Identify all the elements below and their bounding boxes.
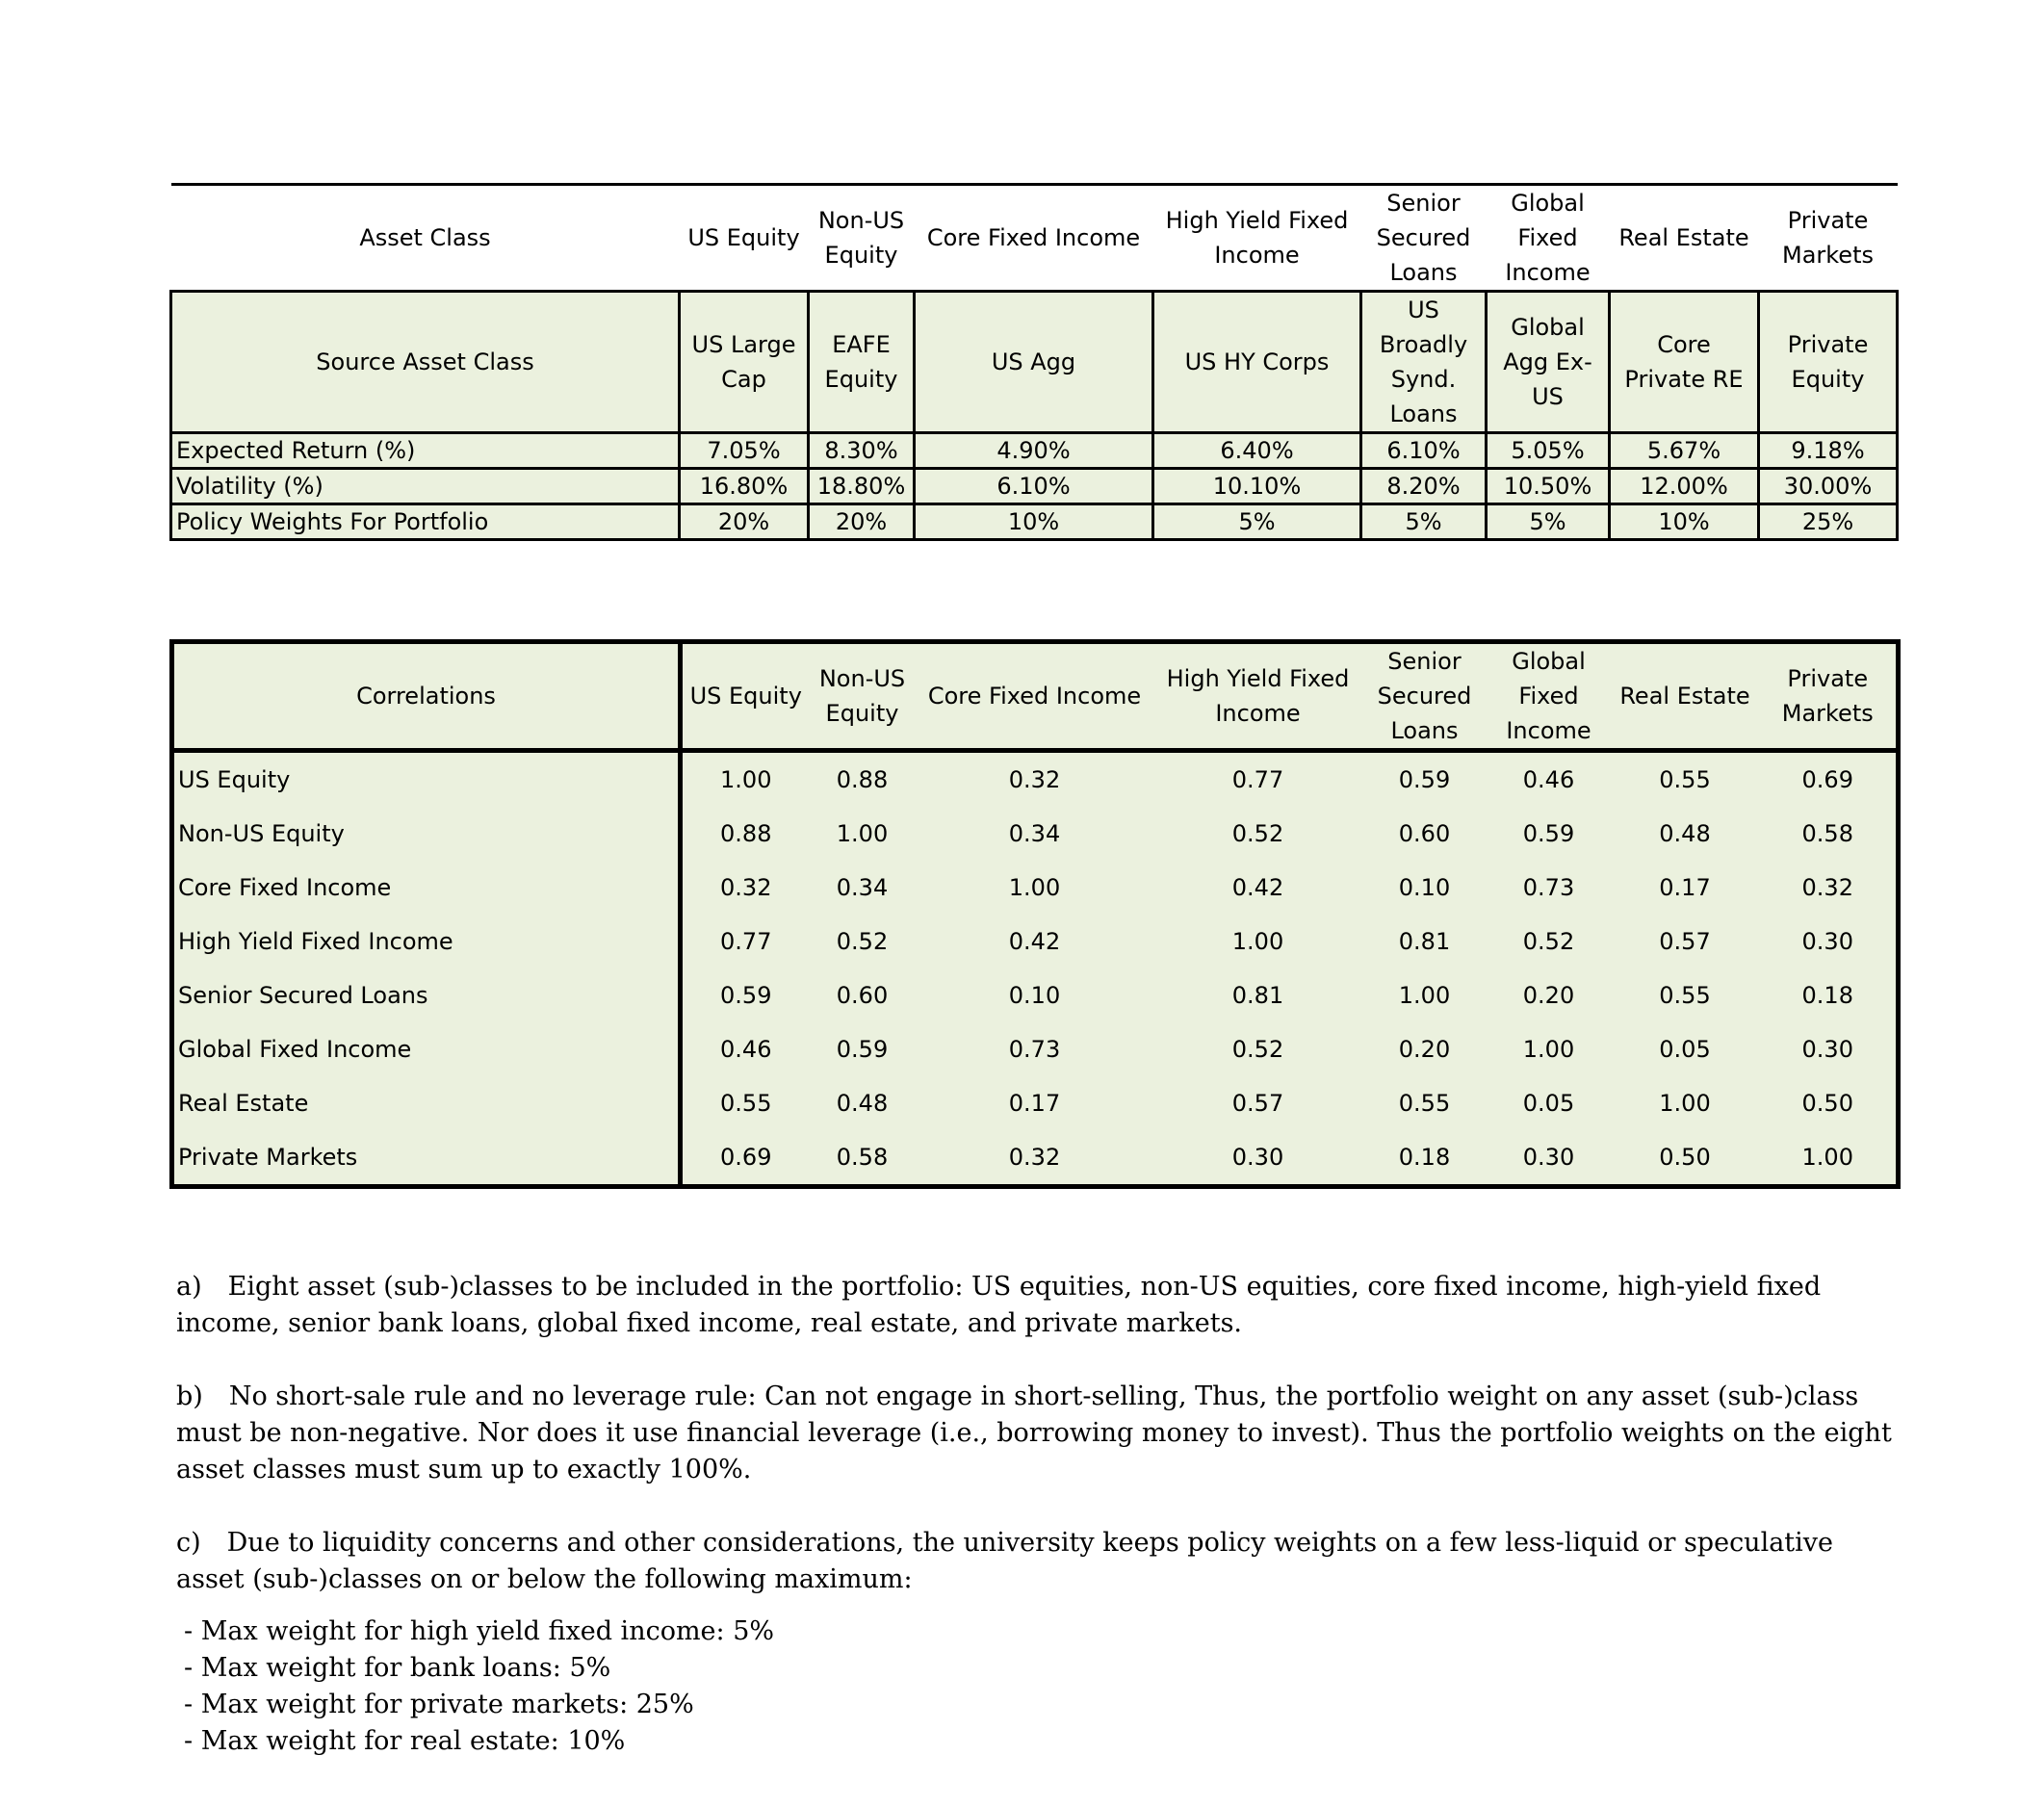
table-cell: 0.57 (1611, 915, 1760, 968)
table-cell: 0.20 (1488, 968, 1611, 1022)
header-cell: Core Fixed Income (916, 642, 1154, 751)
table-cell: EAFE Equity (809, 292, 915, 433)
table-cell: 0.88 (810, 751, 916, 808)
table-cell: 0.30 (1760, 915, 1899, 968)
table-cell: 0.60 (1362, 807, 1488, 861)
header-cell: Real Estate (1611, 642, 1760, 751)
header-cell: High Yield Fixed Income (1154, 642, 1362, 751)
table-cell: 1.00 (1488, 1022, 1611, 1076)
list-item: - Max weight for bank loans: 5% (184, 1653, 611, 1683)
policy-weights-row (171, 504, 1898, 540)
table-cell: 0.34 (916, 807, 1154, 861)
row-label: Global Fixed Income (172, 1022, 681, 1076)
correlation-header-row (172, 642, 1899, 751)
row-label: Policy Weights For Portfolio (171, 504, 680, 540)
table-cell: 7.05% (680, 433, 809, 469)
note-a: a) Eight asset (sub-)classes to be included in the portfolio: US equities, non-US equities, core fixed income, high-yield fixed income, senior bank loans, global fixed income, real estate, and private markets. (176, 1272, 1822, 1338)
table-cell: 4.90% (915, 433, 1153, 469)
table-cell: Source Asset Class (171, 292, 680, 433)
table-cell: 9.18% (1759, 433, 1898, 469)
table-cell: 0.52 (1488, 915, 1611, 968)
table-row (172, 861, 1899, 915)
table-cell: 0.50 (1611, 1130, 1760, 1187)
table-row (172, 1076, 1899, 1130)
table-cell: 1.00 (810, 807, 916, 861)
table-cell: 6.10% (915, 469, 1153, 504)
row-label: Volatility (%) (171, 469, 680, 504)
table-cell: 12.00% (1610, 469, 1759, 504)
row-label: Core Fixed Income (172, 861, 681, 915)
row-label: Non-US Equity (172, 807, 681, 861)
header-cell: Non-US Equity (809, 185, 915, 292)
table-cell: 0.42 (1154, 861, 1362, 915)
table-cell: 0.17 (916, 1076, 1154, 1130)
correlation-table (169, 639, 1901, 1189)
table-cell: 1.00 (1760, 1130, 1899, 1187)
table-cell: 0.55 (1611, 968, 1760, 1022)
header-cell: Global Fixed Income (1487, 185, 1610, 292)
list-item: - Max weight for private markets: 25% (184, 1690, 694, 1719)
table-cell: 0.32 (916, 751, 1154, 808)
table-row (172, 1022, 1899, 1076)
table-cell: 1.00 (1611, 1076, 1760, 1130)
table-cell: 20% (680, 504, 809, 540)
table-cell: 0.57 (1154, 1076, 1362, 1130)
table-cell: 0.32 (916, 1130, 1154, 1187)
table-row (172, 807, 1899, 861)
volatility-row (171, 469, 1898, 504)
table-cell: 1.00 (1154, 915, 1362, 968)
max-weight-list (176, 1613, 1900, 1760)
table-cell: 0.10 (916, 968, 1154, 1022)
table-cell: 0.77 (681, 915, 810, 968)
table-cell: 0.46 (1488, 751, 1611, 808)
table-cell: 8.30% (809, 433, 915, 469)
table-row (172, 751, 1899, 808)
table-cell: 0.52 (1154, 807, 1362, 861)
table-cell: 8.20% (1361, 469, 1487, 504)
table-cell: 0.81 (1154, 968, 1362, 1022)
header-cell: US Equity (680, 185, 809, 292)
header-cell: Real Estate (1610, 185, 1759, 292)
table-cell: 0.69 (1760, 751, 1899, 808)
table-cell: 1.00 (916, 861, 1154, 915)
row-label: US Equity (172, 751, 681, 808)
table-cell: Private Equity (1759, 292, 1898, 433)
row-label: Private Markets (172, 1130, 681, 1187)
table-cell: 0.73 (916, 1022, 1154, 1076)
list-item: - Max weight for real estate: 10% (184, 1726, 626, 1756)
table-cell: 0.30 (1760, 1022, 1899, 1076)
header-cell: Correlations (172, 642, 681, 751)
table-cell: 0.18 (1760, 968, 1899, 1022)
table-cell: 0.20 (1362, 1022, 1488, 1076)
table-cell: 1.00 (1362, 968, 1488, 1022)
expected-return-row (171, 433, 1898, 469)
list-item: - Max weight for high yield fixed income: 5% (184, 1616, 775, 1646)
table-cell: Global Agg Ex-US (1487, 292, 1610, 433)
table-cell: 0.50 (1760, 1076, 1899, 1130)
table-cell: 0.10 (1362, 861, 1488, 915)
table-cell: 0.05 (1611, 1022, 1760, 1076)
table-cell: 0.05 (1488, 1076, 1611, 1130)
table-cell: 0.32 (681, 861, 810, 915)
table-cell: 6.40% (1153, 433, 1361, 469)
table-cell: 0.58 (810, 1130, 916, 1187)
table-cell: 0.73 (1488, 861, 1611, 915)
header-cell: High Yield Fixed Income (1153, 185, 1361, 292)
header-cell: Senior Secured Loans (1361, 185, 1487, 292)
table-cell: 25% (1759, 504, 1898, 540)
table-cell: 16.80% (680, 469, 809, 504)
table-cell: 0.55 (681, 1076, 810, 1130)
table-cell: 0.52 (810, 915, 916, 968)
source-asset-class-row (171, 292, 1898, 433)
table-cell: 5.05% (1487, 433, 1610, 469)
table-cell: 0.17 (1611, 861, 1760, 915)
table-cell: 5.67% (1610, 433, 1759, 469)
table-cell: 0.34 (810, 861, 916, 915)
table-cell: US HY Corps (1153, 292, 1361, 433)
table-cell: 18.80% (809, 469, 915, 504)
note-b: b) No short-sale rule and no leverage rule: Can not engage in short-selling, Thus, the portfolio weight on any asset (sub-)class must be non-negative. Nor does it use financial leverage (i.e., borrowing money to invest). Thus the portfolio weights on the eight asset classes must sum up to exactly 100%. (176, 1381, 1892, 1484)
table-cell: 0.59 (1488, 807, 1611, 861)
header-cell: Private Markets (1760, 642, 1899, 751)
assumptions-header-row (171, 185, 1898, 292)
table-cell: 0.42 (916, 915, 1154, 968)
table-cell: 0.30 (1154, 1130, 1362, 1187)
table-cell: 20% (809, 504, 915, 540)
table-cell: US Agg (915, 292, 1153, 433)
table-cell: 0.46 (681, 1022, 810, 1076)
table-cell: 0.69 (681, 1130, 810, 1187)
header-cell: Private Markets (1759, 185, 1898, 292)
table-cell: 0.88 (681, 807, 810, 861)
table-row (172, 968, 1899, 1022)
table-row (172, 1130, 1899, 1187)
table-cell: 0.77 (1154, 751, 1362, 808)
table-cell: US Broadly Synd. Loans (1361, 292, 1487, 433)
table-cell: 0.32 (1760, 861, 1899, 915)
table-cell: 6.10% (1361, 433, 1487, 469)
table-cell: 0.30 (1488, 1130, 1611, 1187)
table-cell: 0.59 (681, 968, 810, 1022)
table-cell: 0.52 (1154, 1022, 1362, 1076)
table-cell: 10.50% (1487, 469, 1610, 504)
table-cell: Core Private RE (1610, 292, 1759, 433)
table-row (172, 915, 1899, 968)
table-cell: 0.81 (1362, 915, 1488, 968)
row-label: Senior Secured Loans (172, 968, 681, 1022)
table-cell: 5% (1361, 504, 1487, 540)
header-cell: US Equity (681, 642, 810, 751)
header-cell: Non-US Equity (810, 642, 916, 751)
table-cell: 1.00 (681, 751, 810, 808)
row-label: Real Estate (172, 1076, 681, 1130)
table-cell: 0.58 (1760, 807, 1899, 861)
assumptions-table (169, 183, 1899, 541)
header-cell: Global Fixed Income (1488, 642, 1611, 751)
table-cell: 0.59 (1362, 751, 1488, 808)
table-cell: 0.18 (1362, 1130, 1488, 1187)
table-cell: 10% (915, 504, 1153, 540)
table-cell: 0.59 (810, 1022, 916, 1076)
header-cell: Senior Secured Loans (1362, 642, 1488, 751)
table-cell: 0.48 (810, 1076, 916, 1130)
table-cell: 0.60 (810, 968, 916, 1022)
table-cell: 30.00% (1759, 469, 1898, 504)
row-label: High Yield Fixed Income (172, 915, 681, 968)
note-c: c) Due to liquidity concerns and other considerations, the university keeps policy weights on a few less-liquid or speculative asset (sub-)classes on or below the following maximum: (176, 1528, 1834, 1594)
table-cell: 5% (1153, 504, 1361, 540)
table-cell: 0.55 (1362, 1076, 1488, 1130)
table-cell: 5% (1487, 504, 1610, 540)
table-cell: 10% (1610, 504, 1759, 540)
table-cell: 0.48 (1611, 807, 1760, 861)
header-cell: Core Fixed Income (915, 185, 1153, 292)
row-label: Expected Return (%) (171, 433, 680, 469)
table-cell: 0.55 (1611, 751, 1760, 808)
header-cell: Asset Class (171, 185, 680, 292)
constraints-notes (176, 1269, 1900, 1760)
table-cell: US Large Cap (680, 292, 809, 433)
table-cell: 10.10% (1153, 469, 1361, 504)
